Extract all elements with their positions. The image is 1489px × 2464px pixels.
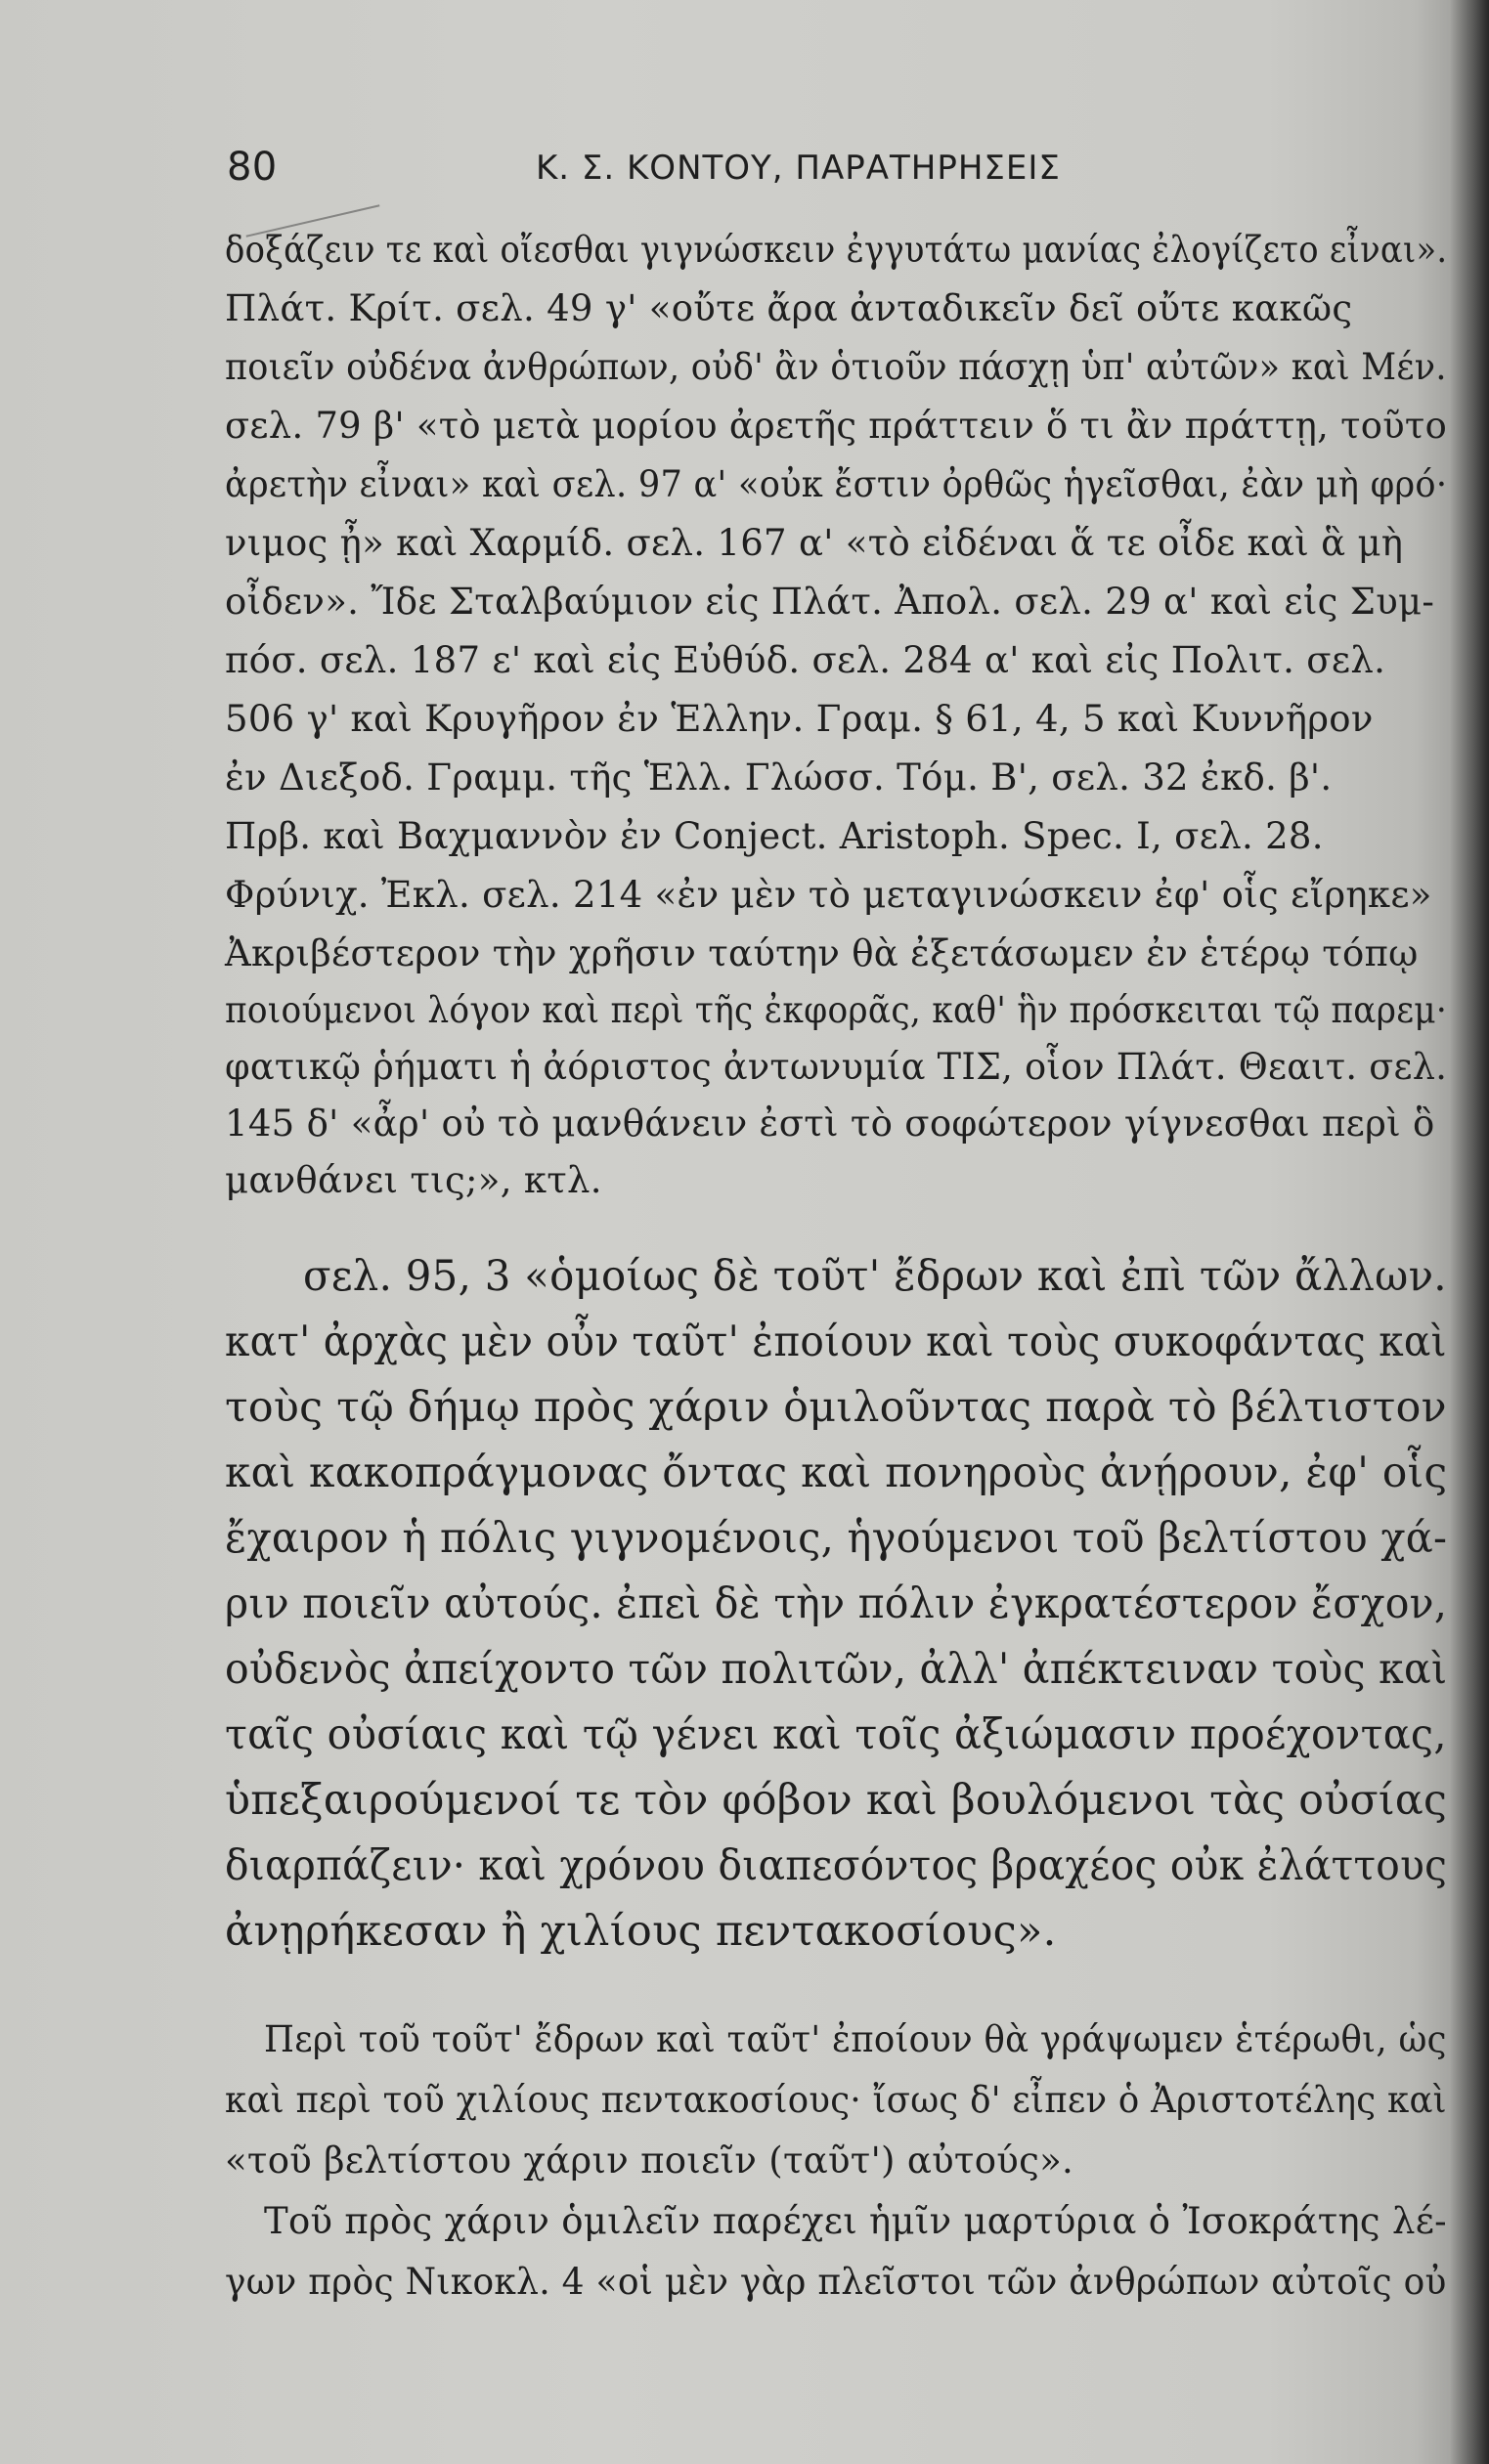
page-number: 80 <box>227 145 278 190</box>
footnote-line: μανθάνει τις;», κτλ. <box>225 1159 602 1201</box>
footnote-line: φατικῷ ῥήματι ἡ ἀόριστος ἀντωνυμία ΤΙΣ, οἷον Πλάτ. Θεαιτ. σελ. <box>225 1046 1448 1088</box>
running-head: Κ. Σ. ΚΟΝΤΟΥ, ΠΑΡΑΤΗΡΗΣΕΙΣ <box>536 149 1061 188</box>
quotation-line: ἔχαιρον ἡ πόλις γιγνομένοις, ἡγούμενοι τοῦ βελτίστου χά- <box>225 1514 1448 1563</box>
footnote-line: οἶδεν». Ἴδε Σταλβαύμιον εἰς Πλάτ. Ἀπολ. σελ. 29 α' καὶ εἰς Συμ- <box>225 581 1435 623</box>
footnote-line: ἀρετὴν εἶναι» καὶ σελ. 97 α' «οὐκ ἔστιν ὀρθῶς ἡγεῖσθαι, ἐὰν μὴ φρό· <box>225 463 1448 505</box>
quotation-line: ριν ποιεῖν αὐτούς. ἐπεὶ δὲ τὴν πόλιν ἐγκρατέστερον ἔσχον, <box>225 1579 1448 1628</box>
quotation-line: ἀνῃρήκεσαν ἢ χιλίους πεντακοσίους». <box>225 1907 1057 1956</box>
quotation-line: ταῖς οὐσίαις καὶ τῷ γένει καὶ τοῖς ἀξιώμασιν προέχοντας, <box>225 1710 1447 1759</box>
quotation-line: διαρπάζειν· καὶ χρόνου διαπεσόντος βραχέος οὐκ ἐλάττους <box>225 1841 1448 1890</box>
footnote-line: ἐν Διεξοδ. Γραμμ. τῆς Ἑλλ. Γλώσσ. Τόμ. Β', σελ. 32 ἐκδ. β'. <box>225 756 1333 799</box>
footnote-line: σελ. 79 β' «τὸ μετὰ μορίου ἀρετῆς πράττειν ὅ τι ἂν πράττῃ, τοῦτο <box>225 405 1448 447</box>
footnote-line: Φρύνιχ. Ἐκλ. σελ. 214 «ἐν μὲν τὸ μεταγινώσκειν ἐφ' οἷς εἴρηκε» <box>225 874 1432 916</box>
footnote-line: ποιεῖν οὐδένα ἀνθρώπων, οὐδ' ἂν ὁτιοῦν πάσχῃ ὑπ' αὐτῶν» καὶ Μέν. <box>225 346 1447 388</box>
footnote-line: πόσ. σελ. 187 ε' καὶ εἰς Εὐθύδ. σελ. 284 α' καὶ εἰς Πολιτ. σελ. <box>225 639 1386 681</box>
commentary-line: Περὶ τοῦ τοῦτ' ἔδρων καὶ ταῦτ' ἐποίουν θὰ γράψωμεν ἑτέρωθι, ὡς <box>264 2018 1447 2060</box>
commentary-line: καὶ περὶ τοῦ χιλίους πεντακοσίους· ἴσως δ' εἶπεν ὁ Ἀριστοτέλης καὶ <box>225 2079 1447 2121</box>
quotation-line: σελ. 95, 3 «ὁμοίως δὲ τοῦτ' ἔδρων καὶ ἐπὶ τῶν ἄλλων. <box>303 1252 1447 1301</box>
footnote-line: Πρβ. καὶ Βαχμαννὸν ἐν Conject. Aristoph. Spec. I, σελ. 28. <box>225 815 1324 857</box>
quotation-line: τοὺς τῷ δήμῳ πρὸς χάριν ὁμιλοῦντας παρὰ τὸ βέλτιστον <box>225 1383 1447 1432</box>
footnote-line: Ἀκριβέστερον τὴν χρῆσιν ταύτην θὰ ἐξετάσωμεν ἐν ἑτέρῳ τόπῳ <box>225 932 1419 974</box>
page-edge-shadow <box>1450 0 1489 2464</box>
footnote-line: δοξάζειν τε καὶ οἴεσθαι γιγνώσκειν ἐγγυτάτω μανίας ἐλογίζετο εἶναι». <box>225 229 1448 271</box>
quotation-line: οὐδενὸς ἀπείχοντο τῶν πολιτῶν, ἀλλ' ἀπέκτειναν τοὺς καὶ <box>225 1645 1448 1694</box>
commentary-line: Τοῦ πρὸς χάριν ὁμιλεῖν παρέχει ἡμῖν μαρτύρια ὁ Ἰσοκράτης λέ- <box>264 2200 1447 2242</box>
quotation-line: κατ' ἀρχὰς μὲν οὖν ταῦτ' ἐποίουν καὶ τοὺς συκοφάντας καὶ <box>225 1318 1447 1366</box>
quotation-line: ὑπεξαιρούμενοί τε τὸν φόβον καὶ βουλόμενοι τὰς οὐσίας <box>225 1776 1448 1825</box>
footnote-line: Πλάτ. Κρίτ. σελ. 49 γ' «οὔτε ἄρα ἀνταδικεῖν δεῖ οὔτε κακῶς <box>225 287 1353 329</box>
commentary-line: «τοῦ βελτίστου χάριν ποιεῖν (ταῦτ') αὐτούς». <box>225 2140 1074 2182</box>
commentary-line: γων πρὸς Νικοκλ. 4 «οἱ μὲν γὰρ πλεῖστοι τῶν ἀνθρώπων αὐτοῖς οὐ <box>225 2261 1447 2303</box>
footnote-line: ποιούμενοι λόγον καὶ περὶ τῆς ἐκφορᾶς, καθ' ἣν πρόσκειται τῷ παρεμ· <box>225 989 1448 1031</box>
footnote-line: 145 δ' «ἆρ' οὐ τὸ μανθάνειν ἐστὶ τὸ σοφώτερον γίγνεσθαι περὶ ὃ <box>225 1102 1435 1145</box>
footnote-line: 506 γ' καὶ Κρυγῆρον ἐν Ἑλλην. Γραμ. § 61, 4, 5 καὶ Κυννῆρον <box>225 698 1374 740</box>
footnote-line: νιμος ᾖ» καὶ Χαρμίδ. σελ. 167 α' «τὸ εἰδέναι ἅ τε οἶδε καὶ ἃ μὴ <box>225 522 1404 564</box>
quotation-line: καὶ κακοπράγμονας ὄντας καὶ πονηροὺς ἀνῄρουν, ἐφ' οἷς <box>225 1448 1448 1497</box>
